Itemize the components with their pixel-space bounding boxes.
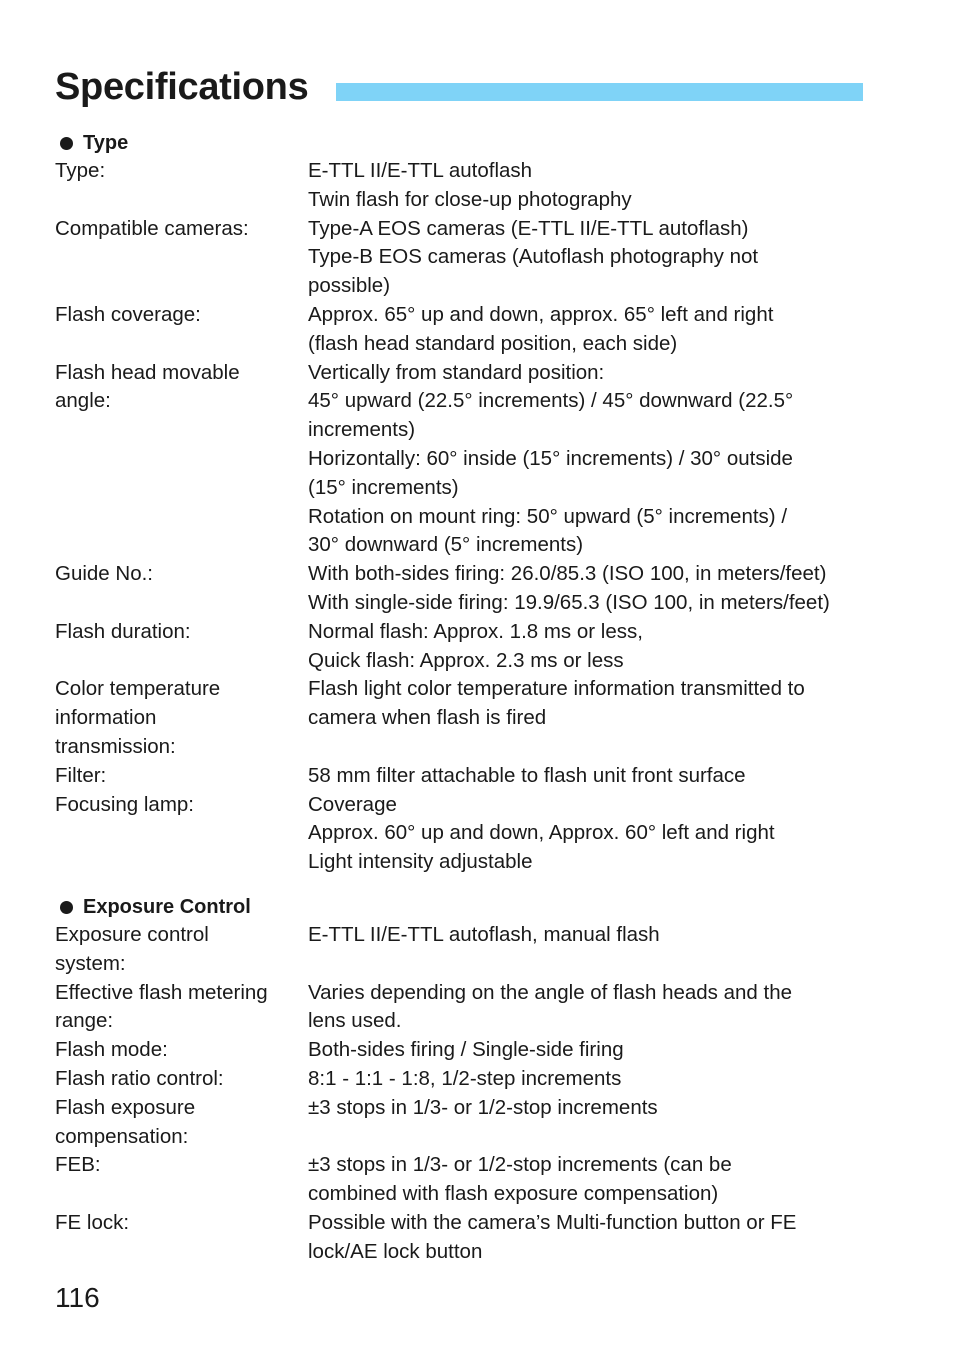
- spec-value-line: Light intensity adjustable: [308, 850, 533, 874]
- spec-value: [308, 921, 875, 979]
- spec-label: [55, 1151, 308, 1209]
- spec-row: [55, 1209, 875, 1267]
- spec-label-line: Flash coverage:: [55, 302, 201, 326]
- section-type: [55, 129, 875, 877]
- page-number: 116: [55, 1282, 100, 1313]
- spec-label-line: information: [55, 706, 157, 730]
- spec-label-line: Flash head movable: [55, 360, 240, 384]
- spec-label: [55, 618, 308, 676]
- section-heading: [55, 129, 875, 157]
- spec-label: [55, 675, 308, 761]
- spec-value: [308, 618, 875, 676]
- spec-value: [308, 560, 875, 618]
- spec-row: [55, 157, 875, 215]
- spec-value-line: Approx. 65° up and down, approx. 65° left and right: [308, 302, 774, 326]
- spec-value-line: (15° increments): [308, 475, 459, 499]
- spec-label-line: Focusing lamp:: [55, 792, 195, 816]
- spec-value-line: Type-A EOS cameras (E-TTL II/E-TTL autoflash): [308, 216, 749, 240]
- spec-value: [308, 215, 875, 301]
- spec-label: [55, 979, 308, 1037]
- spec-value: [308, 359, 875, 561]
- spec-label-line: Filter:: [55, 763, 107, 787]
- spec-label: [55, 359, 308, 561]
- spec-value-line: ±3 stops in 1/3- or 1/2-stop increments (can be: [308, 1153, 732, 1177]
- spec-label-line: Guide No.:: [55, 562, 153, 586]
- spec-value: [308, 1065, 875, 1094]
- spec-value-line: With single-side firing: 19.9/65.3 (ISO 100, in meters/feet): [308, 590, 830, 614]
- spec-label-line: Flash mode:: [55, 1038, 168, 1062]
- spec-label-line: Type:: [55, 159, 106, 182]
- spec-row: [55, 762, 875, 791]
- spec-row: [55, 921, 875, 979]
- spec-value-line: Varies depending on the angle of flash heads and the: [308, 980, 793, 1004]
- spec-value: [308, 1094, 875, 1152]
- spec-value-line: Vertically from standard position:: [308, 360, 605, 384]
- spec-value-line: lock/AE lock button: [308, 1239, 483, 1263]
- spec-label: [55, 1094, 308, 1152]
- spec-row: [55, 301, 875, 359]
- spec-value-line: lens used.: [308, 1009, 402, 1033]
- spec-row: [55, 1036, 875, 1065]
- spec-value-line: 58 mm filter attachable to flash unit front surface: [308, 763, 746, 787]
- page-title: Specifications: [55, 66, 309, 108]
- spec-value-line: Quick flash: Approx. 2.3 ms or less: [308, 648, 624, 672]
- spec-row: [55, 618, 875, 676]
- spec-value-line: possible): [308, 274, 391, 298]
- spec-value-line: Both-sides firing / Single-side firing: [308, 1038, 624, 1062]
- spec-value: [308, 1151, 875, 1209]
- spec-value-line: Normal flash: Approx. 1.8 ms or less,: [308, 619, 643, 643]
- spec-value-line: camera when flash is fired: [308, 706, 547, 730]
- spec-rows: [55, 157, 875, 877]
- spec-value-line: Flash light color temperature information transmitted to: [308, 677, 805, 701]
- spec-label: [55, 791, 308, 877]
- spec-value-line: (flash head standard position, each side): [308, 331, 678, 355]
- spec-label-line: FE lock:: [55, 1210, 130, 1234]
- spec-label: [55, 560, 308, 618]
- spec-label: [55, 157, 308, 215]
- spec-label-line: Flash exposure: [55, 1095, 196, 1119]
- spec-row: [55, 359, 875, 561]
- spec-value-line: 45° upward (22.5° increments) / 45° downward (22.5°: [308, 389, 794, 413]
- spec-label: [55, 1209, 308, 1267]
- spec-label-line: Compatible cameras:: [55, 216, 249, 240]
- spec-label: [55, 1036, 308, 1065]
- spec-label: [55, 921, 308, 979]
- spec-row: [55, 979, 875, 1037]
- spec-label: [55, 215, 308, 301]
- spec-label: [55, 1065, 308, 1094]
- spec-value-line: combined with flash exposure compensation): [308, 1182, 719, 1206]
- spec-value-line: E-TTL II/E-TTL autoflash: [308, 159, 533, 182]
- bullet-icon: [60, 137, 73, 150]
- spec-label-line: Exposure control: [55, 923, 209, 946]
- page-header: [55, 62, 863, 112]
- section-heading-text: Exposure Control: [83, 896, 251, 918]
- bullet-icon: [60, 901, 73, 914]
- spec-label-line: Color temperature: [55, 677, 221, 701]
- spec-value-line: Coverage: [308, 792, 397, 816]
- spec-label-line: Flash ratio control:: [55, 1066, 224, 1090]
- spec-row: [55, 675, 875, 761]
- spec-value: [308, 762, 875, 791]
- spec-value-line: With both-sides firing: 26.0/85.3 (ISO 100, in meters/feet): [308, 562, 827, 586]
- spec-row: [55, 1151, 875, 1209]
- spec-label-line: Flash duration:: [55, 619, 191, 643]
- spec-label-line: FEB:: [55, 1153, 101, 1177]
- spec-value-line: ±3 stops in 1/3- or 1/2-stop increments: [308, 1095, 658, 1119]
- spec-value-line: Approx. 60° up and down, Approx. 60° left and right: [308, 821, 775, 845]
- spec-value: [308, 791, 875, 877]
- spec-label-line: Effective flash metering: [55, 980, 268, 1004]
- spec-value-line: Twin flash for close-up photography: [308, 187, 632, 211]
- spec-label-line: system:: [55, 951, 126, 975]
- spec-label-line: angle:: [55, 389, 111, 413]
- section-heading: [55, 893, 875, 921]
- spec-value: [308, 675, 875, 761]
- spec-value-line: Horizontally: 60° inside (15° increments) / 30° outside: [308, 446, 793, 470]
- section-heading-text: Type: [83, 132, 129, 154]
- spec-label-line: transmission:: [55, 734, 176, 758]
- spec-row: [55, 1065, 875, 1094]
- spec-value-line: 30° downward (5° increments): [308, 533, 584, 557]
- spec-value-line: Possible with the camera’s Multi-function button or FE: [308, 1210, 797, 1234]
- spec-label-line: range:: [55, 1009, 114, 1033]
- spec-value-line: increments): [308, 418, 416, 442]
- spec-value: [308, 1036, 875, 1065]
- spec-row: [55, 560, 875, 618]
- spec-value-line: 8:1 - 1:1 - 1:8, 1/2-step increments: [308, 1066, 622, 1090]
- spec-row: [55, 1094, 875, 1152]
- title-accent-bar: [336, 83, 863, 101]
- spec-value-line: Rotation on mount ring: 50° upward (5° increments) /: [308, 504, 788, 528]
- spec-value: [308, 157, 875, 215]
- spec-row: [55, 791, 875, 877]
- spec-label: [55, 762, 308, 791]
- spec-value: [308, 1209, 875, 1267]
- spec-label-line: compensation:: [55, 1124, 189, 1148]
- spec-label: [55, 301, 308, 359]
- spec-value: [308, 979, 875, 1037]
- spec-row: [55, 215, 875, 301]
- section-exposure-control: [55, 893, 875, 1267]
- spec-value-line: E-TTL II/E-TTL autoflash, manual flash: [308, 923, 660, 946]
- spec-value: [308, 301, 875, 359]
- spec-value-line: Type-B EOS cameras (Autoflash photography not: [308, 245, 759, 269]
- spec-rows: [55, 921, 875, 1267]
